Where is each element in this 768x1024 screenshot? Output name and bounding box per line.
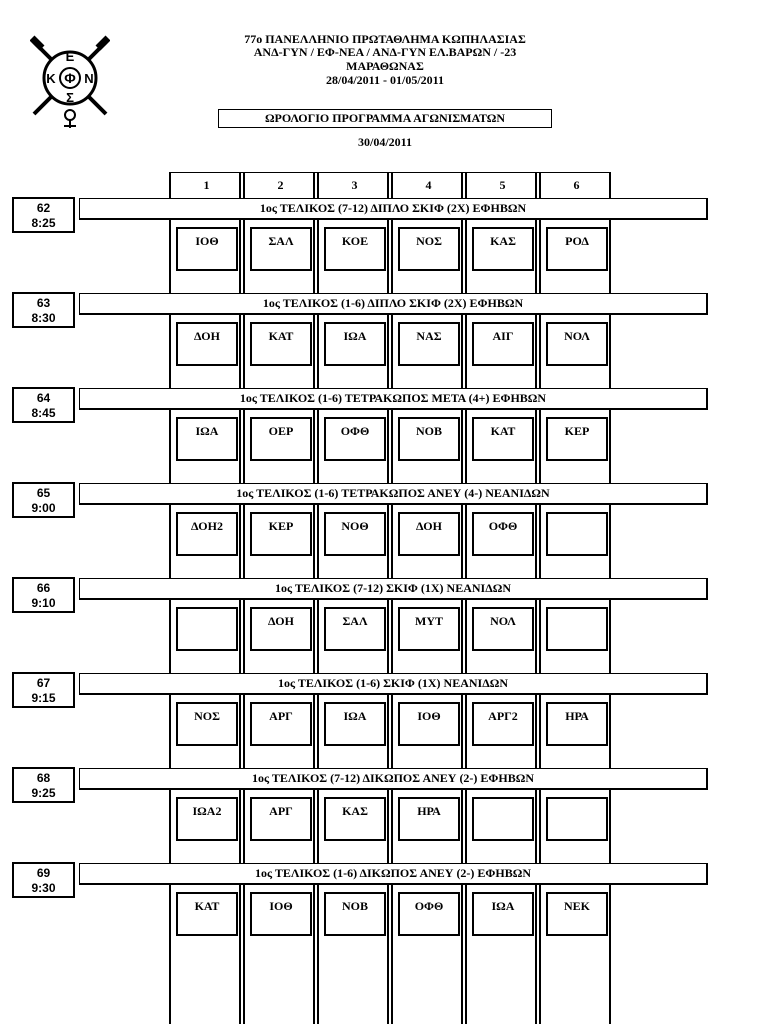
race-number-box: [12, 862, 75, 898]
race-time: 9:10: [31, 596, 56, 610]
lane-cell: ΚΑΤ: [250, 322, 312, 366]
race-number: 64: [36, 391, 51, 405]
lane-cell: ΔΟΗ2: [176, 512, 238, 556]
lane-cell: ΝΟΣ: [176, 702, 238, 746]
lane-cell: ΔΟΗ: [398, 512, 460, 556]
lane-cell: ΗΡΑ: [398, 797, 460, 841]
lane-cell: ΣΑΛ: [324, 607, 386, 651]
lane-cell: ΝΟΣ: [398, 227, 460, 271]
federation-logo: [30, 34, 110, 132]
lane-header-1: 1: [203, 178, 210, 192]
lane-cell: ΔΟΗ: [250, 607, 312, 651]
race-number: 67: [36, 676, 51, 690]
race-title: 1ος ΤΕΛΙΚΟΣ (1-6) ΤΕΤΡΑΚΩΠΟΣ ΜΕΤΑ (4+) ΕΦΗΒΩΝ: [79, 388, 708, 410]
lane-cell: ΚΑΤ: [472, 417, 534, 461]
championship-venue: ΜΑΡΑΘΩΝΑΣ: [346, 59, 424, 73]
race-block: [12, 387, 708, 482]
lane-cell: ΝΑΣ: [398, 322, 460, 366]
race-time: 9:25: [31, 786, 56, 800]
lane-cell: ΑΡΓ: [250, 702, 312, 746]
lane-cell: ΚΑΣ: [324, 797, 386, 841]
lane-cell: ΑΡΓ2: [472, 702, 534, 746]
race-number: 66: [36, 581, 51, 595]
race-time: 9:15: [31, 691, 56, 705]
lane-cell: ΚΑΤ: [176, 892, 238, 936]
race-number: 68: [36, 771, 51, 785]
championship-title: 77ο ΠΑΝΕΛΛΗΝΙΟ ΠΡΩΤΑΘΛΗΜΑ ΚΩΠΗΛΑΣΙΑΣ: [244, 32, 526, 46]
race-block: [12, 767, 708, 862]
race-time: 8:25: [31, 216, 56, 230]
lane-cell: [176, 607, 238, 651]
lane-cell: ΡΟΔ: [546, 227, 608, 271]
program-title: ΩΡΟΛΟΓΙΟ ΠΡΟΓΡΑΜΜΑ ΑΓΩΝΙΣΜΑΤΩΝ: [218, 109, 552, 128]
race-block: [12, 292, 708, 387]
race-time: 8:45: [31, 406, 56, 420]
lane-header-5: 5: [499, 178, 506, 192]
race-title: 1ος ΤΕΛΙΚΟΣ (1-6) ΤΕΤΡΑΚΩΠΟΣ ΑΝΕΥ (4-) ΝΕΑΝΙΔΩΝ: [79, 483, 708, 505]
lane-cell: ΙΟΘ: [398, 702, 460, 746]
lane-header-6: 6: [573, 178, 580, 192]
lane-cell: ΙΩΑ2: [176, 797, 238, 841]
race-number-box: [12, 387, 75, 423]
race-number: 69: [36, 866, 51, 880]
race-number-box: [12, 577, 75, 613]
lane-cell: ΑΡΓ: [250, 797, 312, 841]
lane-cell: ΝΟΒ: [398, 417, 460, 461]
race-number: 63: [36, 296, 51, 310]
race-title: 1ος ΤΕΛΙΚΟΣ (7-12) ΣΚΙΦ (1Χ) ΝΕΑΝΙΔΩΝ: [79, 578, 708, 600]
race-title: 1ος ΤΕΛΙΚΟΣ (1-6) ΔΙΠΛΟ ΣΚΙΦ (2Χ) ΕΦΗΒΩΝ: [79, 293, 708, 315]
lane-cell: ΟΦΘ: [398, 892, 460, 936]
lane-cell: ΣΑΛ: [250, 227, 312, 271]
lane-cell: ΔΟΗ: [176, 322, 238, 366]
race-title: 1ος ΤΕΛΙΚΟΣ (7-12) ΔΙΚΩΠΟΣ ΑΝΕΥ (2-) ΕΦΗΒΩΝ: [79, 768, 708, 790]
race-time: 8:30: [31, 311, 56, 325]
race-number: 62: [36, 201, 51, 215]
lane-cell: ΙΩΑ: [176, 417, 238, 461]
lane-cell: ΙΟΘ: [176, 227, 238, 271]
lane-header-3: 3: [351, 178, 358, 192]
race-title: 1ος ΤΕΛΙΚΟΣ (1-6) ΣΚΙΦ (1Χ) ΝΕΑΝΙΔΩΝ: [79, 673, 708, 695]
race-number-box: [12, 672, 75, 708]
lane-header-2: 2: [277, 178, 284, 192]
logo-letter-right: Ν: [84, 71, 94, 86]
lane-cell: ΝΟΘ: [324, 512, 386, 556]
lane-cell: ΚΑΣ: [472, 227, 534, 271]
lane-header-4: 4: [425, 178, 432, 192]
lane-cell: ΜΥΤ: [398, 607, 460, 651]
logo-letter-center: Φ: [64, 70, 76, 86]
race-block: [12, 197, 708, 292]
race-number-box: [12, 482, 75, 518]
race-number-box: [12, 767, 75, 803]
lane-cell: ΗΡΑ: [546, 702, 608, 746]
race-block: [12, 672, 708, 767]
race-number-box: [12, 292, 75, 328]
race-number: 65: [36, 486, 51, 500]
lane-cell: ΝΟΒ: [324, 892, 386, 936]
lane-cell: ΝΟΛ: [472, 607, 534, 651]
lane-cell: ΙΩΑ: [472, 892, 534, 936]
lane-cell: [546, 797, 608, 841]
lane-cell: [546, 512, 608, 556]
race-block: [12, 482, 708, 577]
lane-cell: [546, 607, 608, 651]
logo-letter-bottom: Σ: [66, 90, 74, 105]
lane-cell: ΙΩΑ: [324, 322, 386, 366]
lane-cell: ΙΟΘ: [250, 892, 312, 936]
logo-letter-top: Ε: [65, 49, 75, 64]
logo-letter-left: Κ: [46, 71, 56, 86]
race-number-box: [12, 197, 75, 233]
lane-cell: ΟΦΘ: [472, 512, 534, 556]
lane-cell: [472, 797, 534, 841]
lane-cell: ΝΕΚ: [546, 892, 608, 936]
championship-categories: ΑΝΔ-ΓΥΝ / ΕΦ-ΝΕΑ / ΑΝΔ-ΓΥΝ ΕΛ.ΒΑΡΩΝ / -23: [253, 45, 517, 59]
lane-cell: ΟΦΘ: [324, 417, 386, 461]
lane-cell: ΝΟΛ: [546, 322, 608, 366]
program-date: 30/04/2011: [357, 135, 412, 149]
lane-cell: ΚΕΡ: [250, 512, 312, 556]
lane-cell: ΑΙΓ: [472, 322, 534, 366]
race-title: 1ος ΤΕΛΙΚΟΣ (7-12) ΔΙΠΛΟ ΣΚΙΦ (2Χ) ΕΦΗΒΩΝ: [79, 198, 708, 220]
race-title: 1ος ΤΕΛΙΚΟΣ (1-6) ΔΙΚΩΠΟΣ ΑΝΕΥ (2-) ΕΦΗΒΩΝ: [79, 863, 708, 885]
race-time: 9:00: [31, 501, 56, 515]
lane-cell: ΙΩΑ: [324, 702, 386, 746]
lane-cell: ΚΟΕ: [324, 227, 386, 271]
championship-dates: 28/04/2011 - 01/05/2011: [325, 73, 444, 87]
lane-cell: ΚΕΡ: [546, 417, 608, 461]
lane-cell: ΟΕΡ: [250, 417, 312, 461]
race-time: 9:30: [31, 881, 56, 895]
race-block: [12, 577, 708, 672]
race-block: [12, 862, 708, 957]
